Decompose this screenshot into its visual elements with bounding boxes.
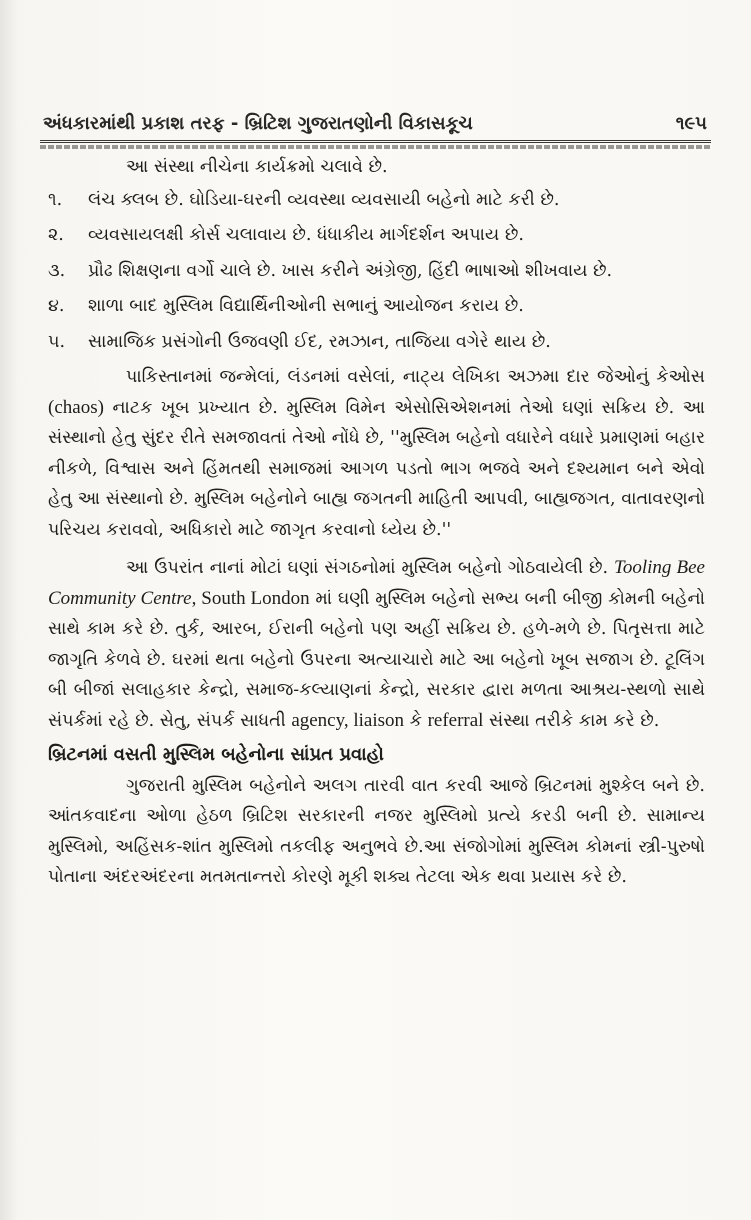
page-spine-shadow xyxy=(0,0,18,1220)
header-title: અંધકારમાંથી પ્રકાશ તરફ - બ્રિટિશ ગુજરાતણોની વિકાસકૂચ xyxy=(43,112,473,134)
paragraph-latin-text: , South London xyxy=(191,587,310,609)
list-item xyxy=(48,327,705,358)
list-item-number: ૧. xyxy=(48,189,63,210)
list-item xyxy=(48,185,705,216)
page-number: ૧૯૫ xyxy=(675,112,707,134)
section-heading: બ્રિટનમાં વસતી મુસ્લિમ બહેનોના સાંપ્રત પ્રવાહો xyxy=(48,744,384,765)
list-item xyxy=(48,291,705,322)
paragraph-latin-text: referral xyxy=(427,709,484,731)
paragraph-current-trends: ગુજરાતી મુસ્લિમ બહેનોને અલગ તારવી વાત કરવી આજે બ્રિટનમાં મુશ્કેલ બને છે. આંતકવાદના ઓળા હેઠળ બ્રિટિશ સરકારની નજર મુસ્લિમો પ્રત્યે કરડી બની છે. સામાન્ય મુસ્લિમો, અહિંસક-શાંત મુસ્લિમો તકલીફ અનુભવે છે.આ સંજોગોમાં મુસ્લિમ કોમનાં સ્ત્રી-પુરુષો પોતાના અંદરઅંદરના મતમતાન્તરો કોરણે મૂકી શક્ય તેટલા એક થવા પ્રયાસ કરે છે. xyxy=(48,775,705,887)
list-item-text: સામાજિક પ્રસંગોની ઉજવણી ઈદ, રમઝાન, તાજિયા વગેરે થાય છે. xyxy=(88,331,551,352)
list-item-text: લંચ ક્લબ છે. ઘોડિયા-ઘરની વ્યવસ્થા વ્યવસાયી બહેનો માટે કરી છે. xyxy=(88,189,560,210)
paragraph-text: કે xyxy=(409,710,422,731)
list-item xyxy=(48,220,705,251)
paragraph-text: આ ઉપરાંત નાનાં મોટાં ઘણાં સંગઠનોમાં મુસ્લિમ બહેનો ગોઠવાયેલી છે. xyxy=(126,558,609,578)
list-item-number: ૪. xyxy=(48,296,65,316)
paragraph-text: માં ઘણી મુસ્લિમ બહેનો સભ્ય બની બીજી કોમની બહેનો સાથે કામ કરે છે. તુર્ક, આરબ, ઈરાની બહેનો પણ અહીં સક્રિય છે. હળે-મળે છે. પિતૃસત્તા માટે જાગૃતિ કેળવે છે. ઘરમાં થતા બહેનો ઉપરના અત્યાચારો માટે આ બહેનો ખૂબ સજાગ છે. ટૂલિંગ બી બીજાં સલાહકાર કેન્દ્રો, સમાજ-કલ્યાણનાં કેન્દ્રો, સરકાર દ્વારા મળતા આશ્રય-સ્થળો સાથે સંપર્કમાં રહે છે. સેતુ, સંપર્ક સાધતી xyxy=(48,588,705,731)
paragraph-latin-text: (chaos) xyxy=(48,396,104,418)
list-item xyxy=(48,256,705,287)
intro-line: આ સંસ્થા નીચેના કાર્યક્રમો ચલાવે છે. xyxy=(126,157,388,177)
list-item-text: પ્રૌઢ શિક્ષણના વર્ગો ચાલે છે. ખાસ કરીને અંગ્રેજી, હિંદી ભાષાઓ શીખવાય છે. xyxy=(88,260,613,281)
list-item-text: શાળા બાદ મુસ્લિમ વિદ્યાર્થિનીઓની સભાનું આયોજન કરાય છે. xyxy=(88,296,524,316)
list-item-number: ૨. xyxy=(48,225,64,245)
paragraph-text: પાકિસ્તાનમાં જન્મેલાં, લંડનમાં વસેલાં, નાટ્ય લેખિકા અઝમા દાર જેઓનું કેઓસ xyxy=(126,367,705,387)
paragraph-text: સંસ્થા તરીકે કામ કરે છે. xyxy=(489,710,660,731)
paragraph-text: નાટક ખૂબ પ્રખ્યાત છે. મુસ્લિમ વિમેન એસોસિએશનમાં તેઓ ઘણાં સક્રિય છે. આ સંસ્થાનો હેતુ સુંદર રીતે સમજાવતાં તેઓ નોંધે છે, ''મુસ્લિમ બહેનો વધારેને વધારે પ્રમાણમાં બહાર નીકળે, વિશ્વાસ અને હિંમતથી સમાજમાં આગળ પડતો ભાગ ભજવે અને દશ્યમાન બને એવો હેતુ આ સંસ્થાનો છે. મુસ્લિમ બહેનોને બાહ્ય જગતની માહિતી આપવી, બાહ્યજગત, વાતાવરણનો પરિચય કરાવવો, અધિકારો માટે જાગૃત કરવાનો ધ્યેય છે.'' xyxy=(48,397,705,540)
page-body xyxy=(48,152,705,893)
program-list xyxy=(48,185,705,358)
header-rule xyxy=(40,140,711,151)
running-header xyxy=(43,110,707,136)
paragraph-azma-dar xyxy=(48,362,705,545)
paragraph-organisations xyxy=(48,553,705,736)
paragraph-latin-text: agency, liaison xyxy=(291,709,405,731)
organisation-name: Tooling Bee Community Centre xyxy=(48,557,705,609)
list-item-number: ૫. xyxy=(48,331,66,352)
list-item-number: ૩. xyxy=(48,260,66,281)
list-item-text: વ્યવસાયલક્ષી કોર્સ ચલાવાય છે. ધંધાકીય માર્ગદર્શન અપાય છે. xyxy=(88,225,524,245)
